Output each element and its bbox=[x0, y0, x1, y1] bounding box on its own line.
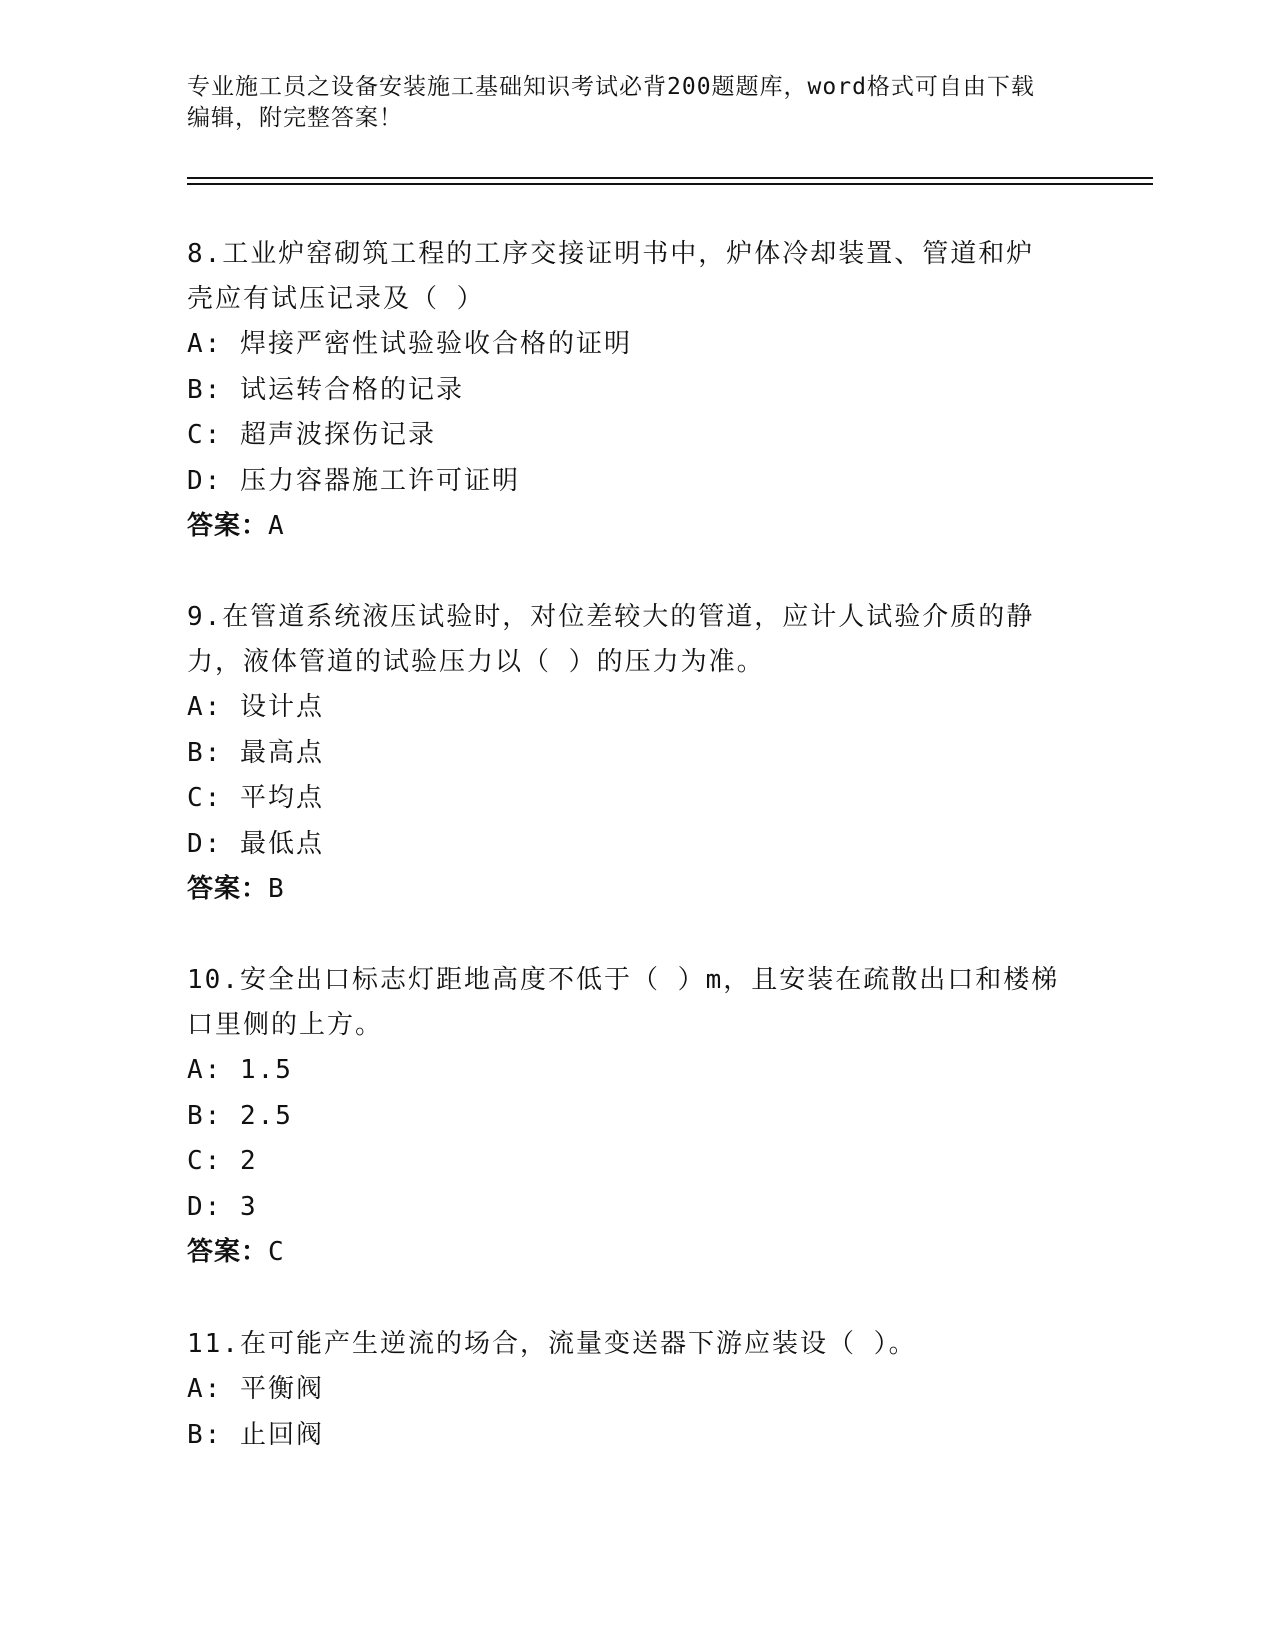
question-stem bbox=[187, 1322, 1087, 1367]
option-a: A: 焊接严密性试验验收合格的证明 bbox=[187, 329, 632, 359]
question-stem bbox=[187, 595, 1087, 685]
question-11 bbox=[187, 1322, 1087, 1458]
option-b: B: 最高点 bbox=[187, 737, 324, 768]
header-divider-bottom bbox=[187, 183, 1153, 185]
option-a: A: 1.5 bbox=[187, 1055, 293, 1085]
question-9 bbox=[187, 595, 1087, 912]
question-8 bbox=[187, 232, 1087, 549]
option-list bbox=[187, 322, 1087, 504]
answer-label: 答案： bbox=[187, 874, 269, 904]
question-stem-line-2: 口里侧的上方。 bbox=[187, 1010, 384, 1040]
answer-label: 答案： bbox=[187, 1237, 269, 1267]
option-b: B: 试运转合格的记录 bbox=[187, 374, 464, 405]
question-stem-line-1: 10.安全出口标志灯距地高度不低于（ ）m，且安装在疏散出口和楼梯 bbox=[187, 965, 1060, 995]
option-a: A: 平衡阀 bbox=[187, 1374, 324, 1404]
answer-value: B bbox=[268, 874, 285, 904]
question-stem-line-1: 9.在管道系统液压试验时，对位差较大的管道，应计人试验介质的静 bbox=[187, 602, 1035, 632]
header-line-2: 编辑，附完整答案！ bbox=[187, 105, 403, 131]
answer-label: 答案： bbox=[187, 511, 269, 541]
question-stem-line-2: 力，液体管道的试验压力以（ ）的压力为准。 bbox=[187, 647, 765, 677]
answer-line bbox=[187, 1230, 1087, 1275]
option-list bbox=[187, 685, 1087, 867]
answer-line bbox=[187, 867, 1087, 912]
header-divider-top bbox=[187, 177, 1153, 179]
question-stem-line-1: 8.工业炉窑砌筑工程的工序交接证明书中，炉体冷却装置、管道和炉 bbox=[187, 239, 1035, 269]
option-d: D: 压力容器施工许可证明 bbox=[187, 465, 520, 496]
option-d: D: 最低点 bbox=[187, 828, 324, 859]
option-list bbox=[187, 1367, 1087, 1458]
question-stem bbox=[187, 232, 1087, 322]
option-a: A: 设计点 bbox=[187, 692, 324, 722]
option-c: C: 超声波探伤记录 bbox=[187, 420, 436, 450]
option-b: B: 止回阀 bbox=[187, 1419, 324, 1450]
header-line-1: 专业施工员之设备安装施工基础知识考试必背200题题库，word格式可自由下载 bbox=[187, 74, 1035, 100]
question-stem bbox=[187, 958, 1087, 1048]
question-10 bbox=[187, 958, 1087, 1275]
document-header bbox=[187, 72, 1087, 134]
answer-value: A bbox=[268, 511, 285, 541]
option-d: D: 3 bbox=[187, 1191, 258, 1222]
option-c: C: 2 bbox=[187, 1146, 258, 1176]
option-c: C: 平均点 bbox=[187, 783, 324, 813]
answer-value: C bbox=[268, 1237, 285, 1267]
answer-line bbox=[187, 504, 1087, 549]
question-stem-line-1: 11.在可能产生逆流的场合，流量变送器下游应装设（ ）。 bbox=[187, 1329, 917, 1359]
option-b: B: 2.5 bbox=[187, 1100, 293, 1131]
question-stem-line-2: 壳应有试压记录及（ ） bbox=[187, 284, 485, 314]
option-list bbox=[187, 1048, 1087, 1230]
